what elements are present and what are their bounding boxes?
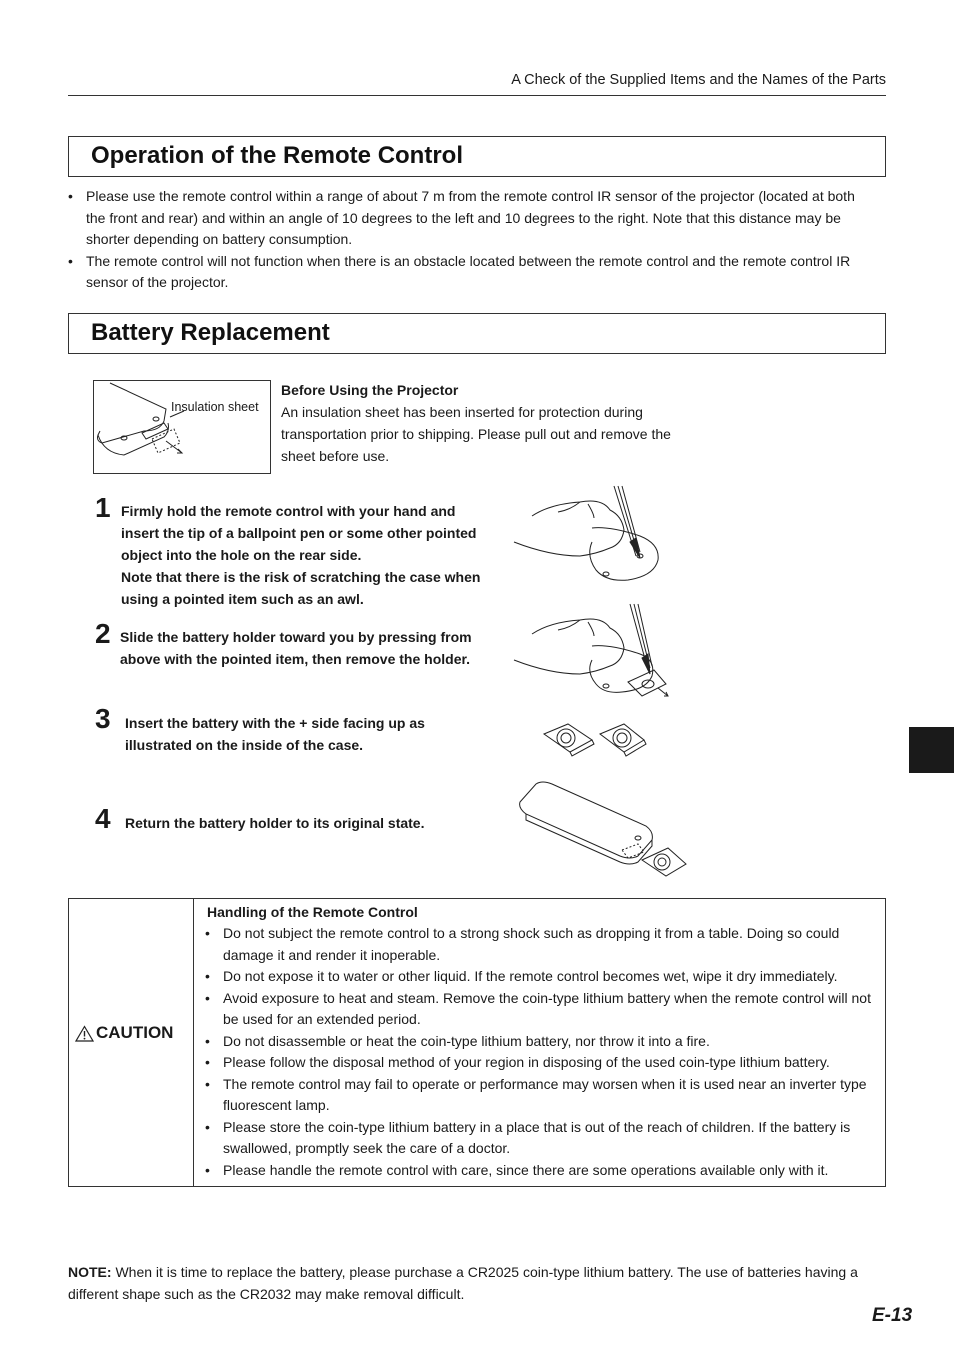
bullet-text: Do not expose it to water or other liquid. If the remote control becomes wet, wipe it dry immediately.: [223, 968, 838, 984]
list-item: [205, 966, 875, 988]
bullet-text: Please follow the disposal method of your region in disposing of the used coin-type lithium battery.: [223, 1054, 830, 1070]
list-item: [205, 1117, 875, 1160]
section-battery-heading: [68, 313, 886, 354]
bullet-icon: •: [205, 1054, 210, 1070]
note-label: NOTE:: [68, 1264, 112, 1280]
insulation-sheet-label: Insulation sheet: [171, 400, 259, 414]
bullet-text: Please handle the remote control with care, since there are some operations available only with it.: [223, 1161, 829, 1178]
caution-table: [68, 898, 886, 1187]
list-item: [68, 251, 868, 294]
bullet-icon: •: [205, 968, 210, 984]
bullet-icon: •: [68, 252, 73, 269]
step-text: Firmly hold the remote control with your hand and insert the tip of a ballpoint pen or some other pointed object into the hole on the rear side.: [121, 503, 477, 563]
bullet-text: Please store the coin-type lithium battery in a place that is out of the reach of children. If the battery is swallowed, promptly seek the care of a doctor.: [223, 1118, 851, 1156]
list-item: [205, 1031, 875, 1053]
step-text: Slide the battery holder toward you by pressing from above with the pointed item, then remove the holder.: [120, 629, 472, 667]
step-number: 3: [95, 703, 111, 734]
step-number: 2: [95, 618, 111, 649]
insulation-sheet-figure: [93, 380, 271, 474]
bullet-icon: •: [205, 1032, 210, 1049]
list-item: [205, 1074, 875, 1117]
hand-pen-illustration-2: [510, 604, 680, 704]
bullet-icon: •: [205, 1161, 210, 1178]
bullet-text: Please use the remote control within a range of about 7 m from the remote control IR sensor of the projector (located at both the front and rear) and within an angle of 10 degrees to the left and 10 degrees to the right. Note that this distance may be shorter depending on battery consumption.: [86, 188, 855, 247]
page-number: E-13: [872, 1305, 913, 1326]
section-operation-heading: [68, 136, 886, 177]
bullet-text: Avoid exposure to heat and steam. Remove the coin-type lithium battery when the remote control will not be used for an extended period.: [223, 989, 871, 1027]
section-title: Operation of the Remote Control: [91, 142, 463, 169]
battery-holder-illustration: [540, 720, 650, 760]
step-number: 4: [95, 803, 111, 834]
caution-text: CAUTION: [96, 1023, 174, 1042]
step-1-text: [121, 500, 493, 610]
caution-bullets: [205, 923, 875, 1181]
step-note: Note that there is the risk of scratching the case when using a pointed item such as an awl.: [121, 569, 481, 607]
step-text: Insert the battery with the + side facing up as illustrated on the inside of the case.: [125, 715, 425, 753]
list-item: [205, 923, 875, 966]
warning-triangle-icon: [75, 1025, 94, 1042]
chapter-tab: [909, 727, 954, 773]
hand-pen-illustration-1: [510, 486, 670, 586]
bullet-text: Do not disassemble or heat the coin-type lithium battery, nor throw it into a fire.: [223, 1032, 710, 1049]
caution-title: Handling of the Remote Control: [207, 904, 418, 920]
note-text: When it is time to replace the battery, please purchase a CR2025 coin-type lithium battery. The use of batteries having a different shape such as the CR2032 may make removal difficult.: [68, 1264, 858, 1302]
bullet-icon: •: [205, 925, 210, 941]
running-header: A Check of the Supplied Items and the Names of the Parts: [511, 72, 886, 88]
insulation-sheet-illustration: [94, 381, 270, 473]
bullet-icon: •: [68, 188, 73, 204]
header-rule: [68, 95, 886, 96]
bullet-text: Do not subject the remote control to a strong shock such as dropping it from a table. Doing so could damage it and render it inoperable.: [223, 925, 840, 963]
list-item: [68, 186, 868, 251]
bullet-icon: •: [205, 1118, 210, 1135]
caution-label: [75, 1023, 173, 1043]
before-using-title: Before Using the Projector: [281, 382, 459, 398]
section-title: Battery Replacement: [91, 319, 330, 346]
list-item: [205, 1160, 875, 1182]
table-divider: [193, 899, 194, 1186]
bullet-text: The remote control will not function when there is an obstacle located between the remote control and the remote control IR sensor of the projector.: [86, 252, 851, 290]
before-using-text: An insulation sheet has been inserted for protection during transportation prior to shipping. Please pull out and remove the sheet before use.: [281, 404, 671, 464]
operation-bullets: [68, 186, 868, 294]
bullet-icon: •: [205, 989, 210, 1006]
list-item: [205, 988, 875, 1031]
list-item: [205, 1052, 875, 1074]
step-number: 1: [95, 492, 111, 523]
remote-closed-illustration: [518, 780, 698, 880]
bullet-icon: •: [205, 1075, 210, 1092]
bullet-text: The remote control may fail to operate or performance may worsen when it is used near an inverter type fluorescent lamp.: [223, 1075, 867, 1113]
step-text: Return the battery holder to its original state.: [125, 815, 425, 831]
battery-note: [68, 1261, 890, 1305]
